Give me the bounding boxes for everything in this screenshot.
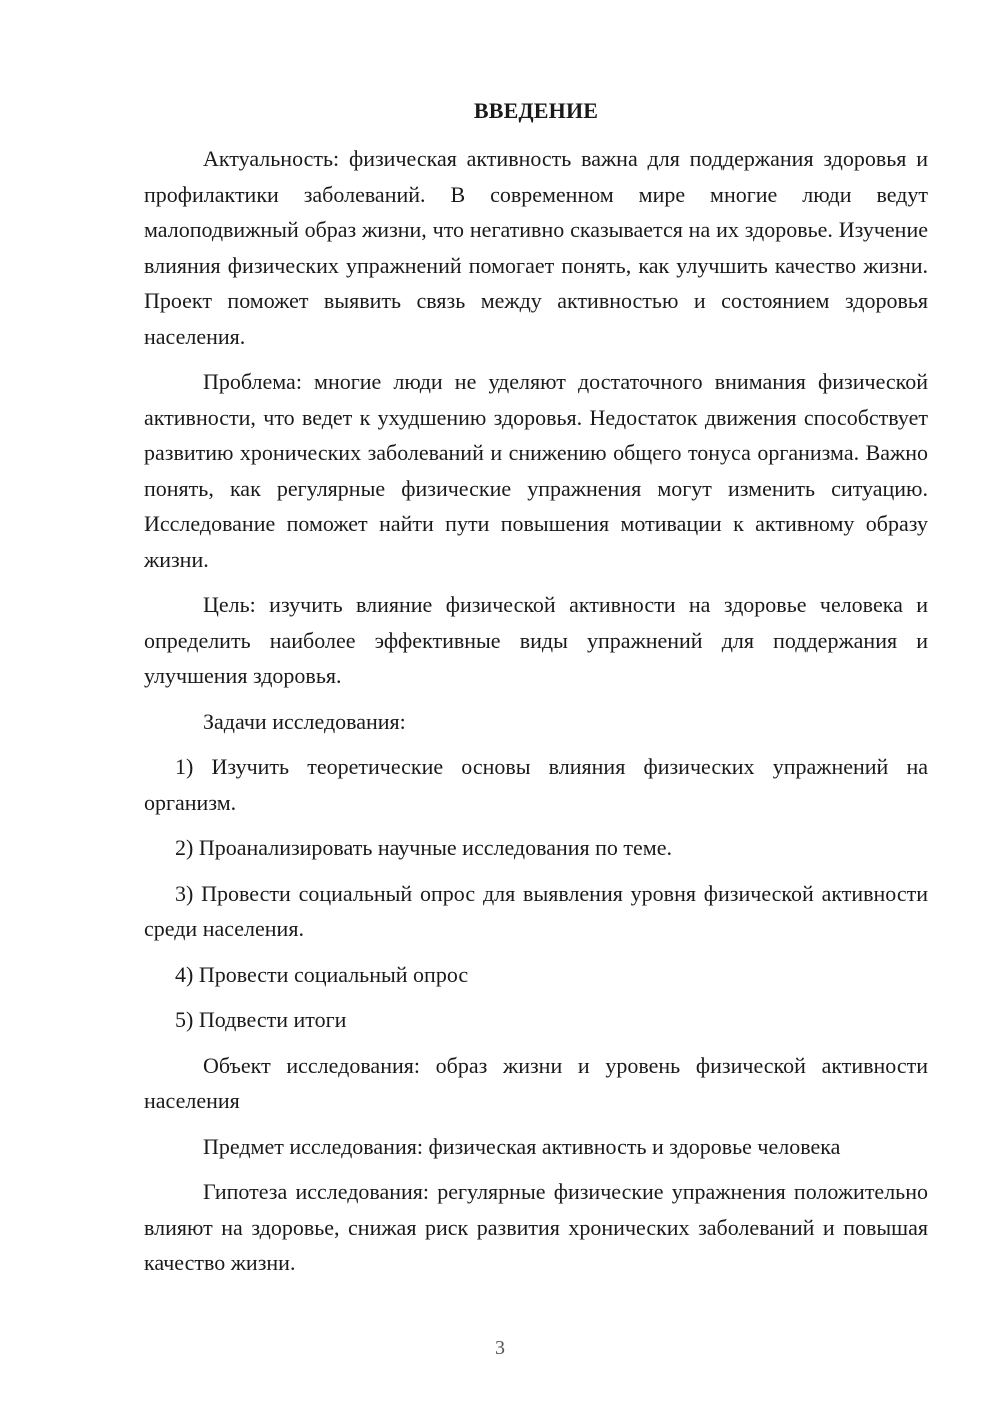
relevance-paragraph: Актуальность: физическая активность важна для поддержания здоровья и профилактики заболеваний. В современном мире многие люди ведут малоподвижный образ жизни, что негативно сказывается на их здоровье. Изучение влияния физических упражнений помогает понять, как улучшить качество жизни. Проект поможет выявить связь между активностью и состоянием здоровья населения.	[144, 146, 928, 349]
subject-paragraph: Предмет исследования: физическая активность и здоровье человека	[203, 1133, 841, 1159]
tasks-title: Задачи исследования:	[203, 708, 406, 734]
task-item-5: 5) Подвести итоги	[175, 1007, 347, 1032]
problem-paragraph: Проблема: многие люди не уделяют достаточного внимания физической активности, что ведет к ухудшению здоровья. Недостаток движения способствует развитию хронических заболеваний и снижению общего тонуса организма. Важно понять, как регулярные физические упражнения могут изменить ситуацию. Исследование поможет найти пути повышения мотивации к активному образу жизни.	[144, 369, 928, 572]
object-paragraph: Объект исследования: образ жизни и уровень физической активности населения	[144, 1052, 928, 1113]
hypothesis-paragraph: Гипотеза исследования: регулярные физические упражнения положительно влияют на здоровье, снижая риск развития хронических заболеваний и повышая качество жизни.	[144, 1179, 928, 1275]
page-number: 3	[495, 1337, 505, 1359]
task-item-1: 1) Изучить теоретические основы влияния физических упражнений на организм.	[144, 754, 928, 815]
task-item-2: 2) Проанализировать научные исследования по теме.	[175, 835, 672, 860]
page-content	[144, 96, 928, 1291]
section-heading: ВВЕДЕНИЕ	[473, 98, 599, 123]
task-item-4: 4) Провести социальный опрос	[175, 961, 469, 987]
task-item-3: 3) Провести социальный опрос для выявления уровня физической активности среди населения.	[144, 880, 928, 941]
goal-paragraph: Цель: изучить влияние физической активности на здоровье человека и определить наиболее эффективные виды упражнений для поддержания и улучшения здоровья.	[144, 592, 928, 688]
